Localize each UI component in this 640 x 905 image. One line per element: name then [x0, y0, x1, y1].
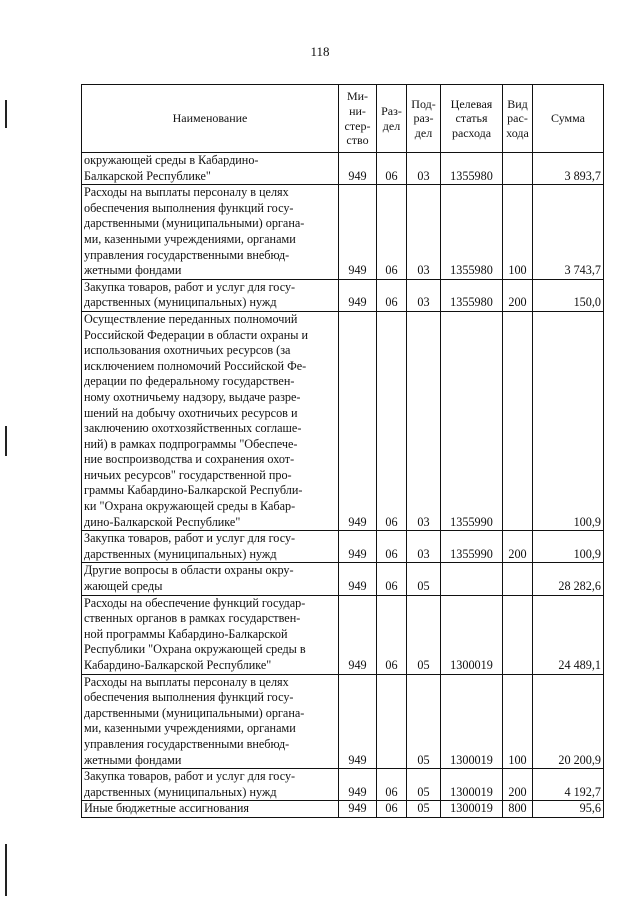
margin-mark-middle — [5, 426, 7, 456]
row-target: 1355980 — [441, 153, 503, 185]
row-target: 1300019 — [441, 595, 503, 674]
row-name: Расходы на выплаты персоналу в целях обеспечения выполнения функций госу- дарственными (муниципальными) органа- ми, казенными учреждениями, органами управления государственными внебюд- жетными фондами — [82, 185, 339, 280]
row-sum: 150,0 — [533, 279, 604, 311]
row-sum: 3 893,7 — [533, 153, 604, 185]
row-ministry: 949 — [339, 531, 377, 563]
table-row — [82, 801, 604, 818]
row-target — [441, 563, 503, 595]
row-kind: 100 — [503, 674, 533, 769]
row-sum: 100,9 — [533, 311, 604, 530]
row-name: Закупка товаров, работ и услуг для госу- дарственных (муниципальных) нужд — [82, 279, 339, 311]
row-name: окружающей среды в Кабардино- Балкарской Республике" — [82, 153, 339, 185]
row-subsection: 03 — [407, 279, 441, 311]
row-target: 1355980 — [441, 279, 503, 311]
row-ministry: 949 — [339, 769, 377, 801]
row-sum: 20 200,9 — [533, 674, 604, 769]
row-section: 06 — [377, 279, 407, 311]
row-kind — [503, 153, 533, 185]
row-subsection: 03 — [407, 153, 441, 185]
header-section: Раз- дел — [377, 85, 407, 153]
header-sum: Сумма — [533, 85, 604, 153]
row-target: 1355990 — [441, 531, 503, 563]
row-name: Другие вопросы в области охраны окру- жающей среды — [82, 563, 339, 595]
row-subsection: 05 — [407, 563, 441, 595]
table-row — [82, 279, 604, 311]
row-ministry: 949 — [339, 185, 377, 280]
row-name: Осуществление переданных полномочий Российской Федерации в области охраны и использования охотничьих ресурсов (за исключением полномочий Российской Фе- дерации по федеральному государствен- ному охотничьему надзору, выдаче разре- шений на добычу охотничьих ресурсов и заключению охотхозяйственных соглаше- ний) в рамках подпрограммы "Обеспече- ние воспроизводства и сохранения охот- ничьих ресурсов" государственной про- граммы Кабардино-Балкарской Республи- ки "Охрана окружающей среды в Кабар- дино-Балкарской Республике" — [82, 311, 339, 530]
row-name: Закупка товаров, работ и услуг для госу- дарственных (муниципальных) нужд — [82, 769, 339, 801]
header-subsection: Под- раз- дел — [407, 85, 441, 153]
table-row — [82, 595, 604, 674]
row-subsection: 05 — [407, 801, 441, 818]
row-kind — [503, 563, 533, 595]
row-name: Расходы на обеспечение функций государ- ственных органов в рамках государствен- ной программы Кабардино-Балкарской Республики "Охрана окружающей среды в Кабардино-Балкарской Республике" — [82, 595, 339, 674]
margin-mark-bottom — [5, 844, 7, 896]
row-section: 06 — [377, 153, 407, 185]
row-section: 06 — [377, 185, 407, 280]
margin-mark-top — [5, 100, 7, 128]
row-ministry: 949 — [339, 595, 377, 674]
row-ministry: 949 — [339, 563, 377, 595]
header-kind: Вид рас- хода — [503, 85, 533, 153]
table-row — [82, 153, 604, 185]
table-row — [82, 563, 604, 595]
row-kind: 200 — [503, 769, 533, 801]
row-subsection: 03 — [407, 311, 441, 530]
row-target: 1300019 — [441, 769, 503, 801]
row-kind: 200 — [503, 531, 533, 563]
header-ministry: Ми- ни- стер- ство — [339, 85, 377, 153]
row-name: Закупка товаров, работ и услуг для госу- дарственных (муниципальных) нужд — [82, 531, 339, 563]
row-ministry: 949 — [339, 311, 377, 530]
row-section: 06 — [377, 595, 407, 674]
row-subsection: 05 — [407, 674, 441, 769]
row-subsection: 05 — [407, 769, 441, 801]
row-section: 06 — [377, 769, 407, 801]
header-target: Целевая статья расхода — [441, 85, 503, 153]
header-name: Наименование — [82, 85, 339, 153]
row-name: Расходы на выплаты персоналу в целях обеспечения выполнения функций госу- дарственными (муниципальными) органа- ми, казенными учреждениями, органами управления государственными внебюд- жетными фондами — [82, 674, 339, 769]
row-section: 06 — [377, 563, 407, 595]
row-subsection: 05 — [407, 595, 441, 674]
table-header-row — [82, 85, 604, 153]
row-target: 1355980 — [441, 185, 503, 280]
row-ministry: 949 — [339, 153, 377, 185]
table-row — [82, 674, 604, 769]
row-ministry: 949 — [339, 674, 377, 769]
row-sum: 28 282,6 — [533, 563, 604, 595]
table-row — [82, 769, 604, 801]
row-target: 1355990 — [441, 311, 503, 530]
row-section: 06 — [377, 801, 407, 818]
row-kind: 800 — [503, 801, 533, 818]
row-sum: 3 743,7 — [533, 185, 604, 280]
page-number: 118 — [310, 44, 330, 59]
table-row — [82, 185, 604, 280]
row-subsection: 03 — [407, 531, 441, 563]
row-kind: 100 — [503, 185, 533, 280]
row-ministry: 949 — [339, 279, 377, 311]
row-section: 06 — [377, 311, 407, 530]
row-sum: 24 489,1 — [533, 595, 604, 674]
row-target: 1300019 — [441, 674, 503, 769]
budget-table — [81, 84, 604, 818]
row-section: 06 — [377, 531, 407, 563]
row-sum: 100,9 — [533, 531, 604, 563]
row-target: 1300019 — [441, 801, 503, 818]
row-sum: 4 192,7 — [533, 769, 604, 801]
row-section — [377, 674, 407, 769]
row-kind — [503, 595, 533, 674]
row-kind: 200 — [503, 279, 533, 311]
row-sum: 95,6 — [533, 801, 604, 818]
table-row — [82, 531, 604, 563]
row-kind — [503, 311, 533, 530]
row-subsection: 03 — [407, 185, 441, 280]
table-row — [82, 311, 604, 530]
row-name: Иные бюджетные ассигнования — [82, 801, 339, 818]
row-ministry: 949 — [339, 801, 377, 818]
